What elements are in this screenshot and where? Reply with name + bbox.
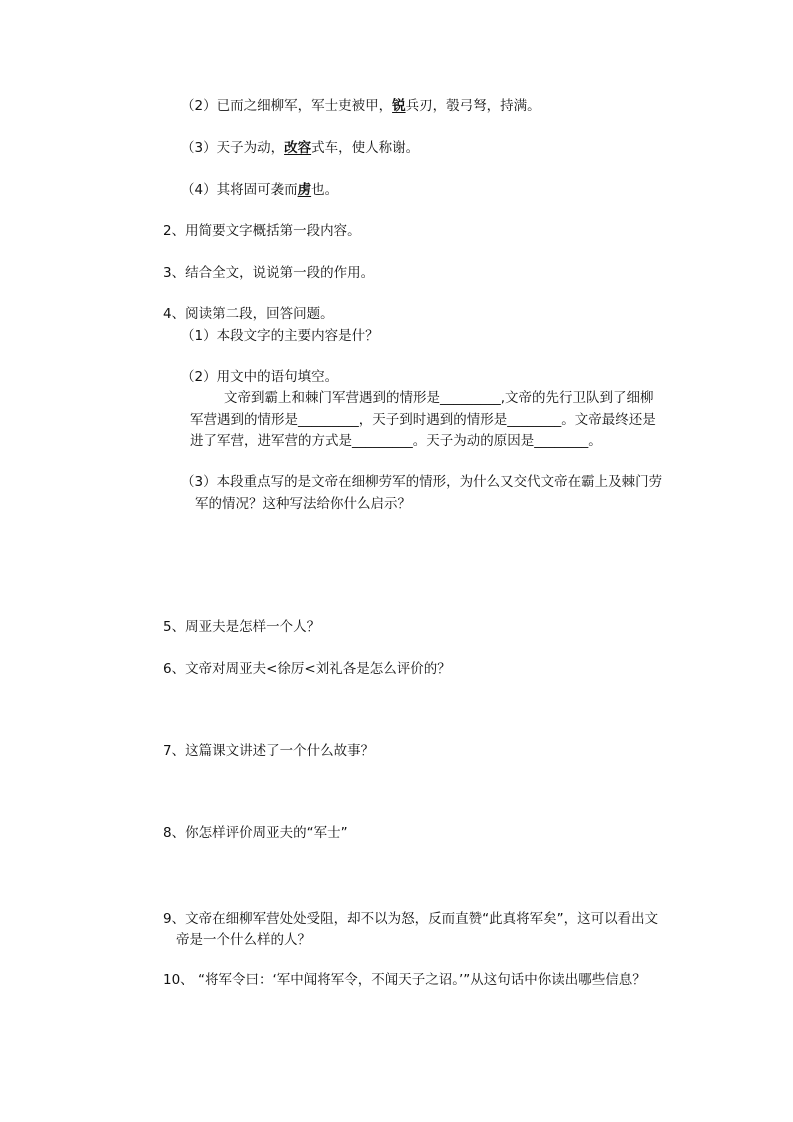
question-9-line-1: 9、文帝在细柳军营处处受阻，却不以为怒，反而直赞“此真将军矣”，这可以看出文 bbox=[163, 911, 659, 927]
question-10: 10、 “将军令曰：‘军中闻将军令，不闻天子之诏。’”从这句话中你读出哪些信息？ bbox=[163, 972, 646, 988]
question-5: 5、周亚夫是怎样一个人？ bbox=[163, 619, 321, 635]
item-3-text-end: 式车，使人称谢。 bbox=[311, 140, 420, 156]
item-2-text: （2）已而之细柳军，军士吏被甲， bbox=[181, 98, 393, 114]
question-4-sub-1: （1）本段文字的主要内容是什？ bbox=[181, 328, 379, 344]
item-2-text-end: 兵刃，彀弓弩，持满。 bbox=[405, 98, 541, 114]
question-8: 8、你怎样评价周亚夫的“军士” bbox=[163, 825, 348, 841]
question-2: 2、用简要文字概括第一段内容。 bbox=[163, 223, 361, 239]
question-4-sub-2-line-2: 军营遇到的情形是_________，天子到时遇到的情形是________。文帝最终还是 bbox=[190, 412, 656, 428]
question-4-title: 4、阅读第二段，回答问题。 bbox=[163, 306, 334, 322]
question-4-sub-3-line-1: （3）本段重点写的是文帝在细柳劳军的情形，为什么又交代文帝在霸上及棘门劳 bbox=[181, 474, 663, 490]
question-7: 7、这篇课文讲述了一个什么故事？ bbox=[163, 743, 375, 759]
question-1-item-2 bbox=[181, 96, 541, 116]
question-1-item-4 bbox=[181, 180, 338, 200]
item-4-text: （4）其将固可袭而 bbox=[181, 182, 298, 198]
item-3-keyword: 改容 bbox=[284, 140, 312, 156]
question-4-sub-3-line-2: 军的情况？这种写法给你什么启示？ bbox=[195, 496, 411, 512]
question-6: 6、文帝对周亚夫<徐厉<刘礼各是怎么评价的？ bbox=[163, 661, 451, 677]
question-1-item-3 bbox=[181, 138, 419, 158]
item-4-text-end: 也。 bbox=[311, 182, 339, 198]
item-3-text: （3）天子为动， bbox=[181, 140, 285, 156]
item-2-keyword: 锐 bbox=[392, 98, 406, 114]
question-9-line-2: 帝是一个什么样的人？ bbox=[176, 932, 311, 948]
question-4-sub-2-line-1: 文帝到霸上和棘门军营遇到的情形是_________,文帝的先行卫队到了细柳 bbox=[224, 390, 654, 406]
item-4-keyword: 虏 bbox=[297, 182, 312, 198]
question-4-sub-2-line-3: 进了军营，进军营的方式是_________。天子为动的原因是________。 bbox=[190, 433, 602, 449]
question-4-sub-2-title: （2）用文中的语句填空。 bbox=[181, 369, 339, 385]
question-3: 3、结合全文，说说第一段的作用。 bbox=[163, 265, 375, 281]
